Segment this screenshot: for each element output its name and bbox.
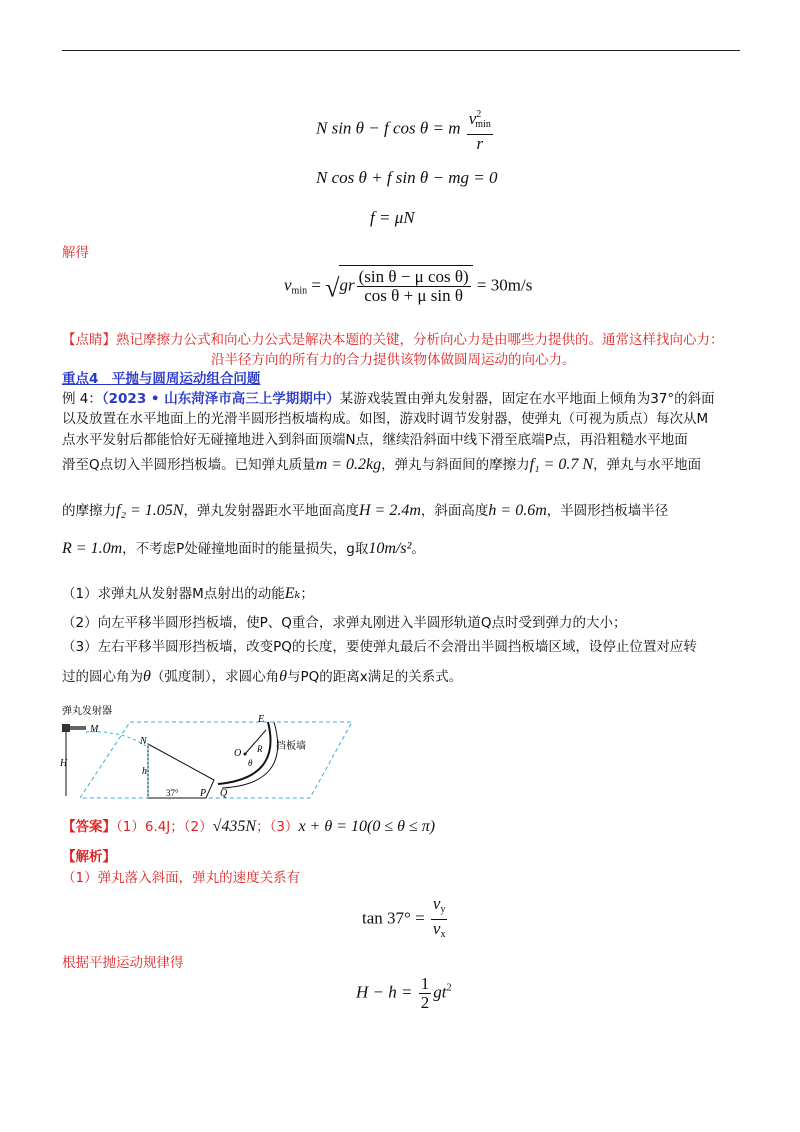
example-source: （2023 • 山东菏泽市高三上学期期中） — [101, 391, 340, 407]
figure-label-N: N — [140, 736, 147, 747]
example-line-2: 以及放置在水平地面上的光滑半圆形挡板墙构成。如图，游戏时调节发射器，使弹丸（可视为质点）每次从M — [62, 411, 709, 427]
answer-tag: 【答案】 — [62, 819, 116, 835]
figure-label-M: M — [90, 724, 99, 735]
figure-label-angle: 37° — [166, 788, 179, 798]
solve-label: 解得 — [62, 245, 89, 261]
equation-1-fraction: $\frac{v^2_{min}}{r}$ — [467, 106, 493, 153]
header-rule — [62, 50, 740, 51]
equation-1 — [316, 106, 495, 153]
launcher-diagram — [62, 704, 362, 804]
figure-label-H: H — [60, 758, 68, 769]
section-heading: 重点4 平抛与圆周运动组合问题 — [62, 371, 261, 387]
figure-label-theta: θ — [248, 758, 253, 768]
equation-3: f = μN — [370, 208, 415, 227]
tip-line-1: 【点睛】熟记摩擦力公式和向心力公式是解决本题的关键，分析向心力是由哪些力提供的。通常这样找向心力： — [62, 332, 724, 348]
analysis-tag: 【解析】 — [62, 849, 116, 865]
tip-line-2: 沿半径方向的所有力的合力提供该物体做圆周运动的向心力。 — [211, 352, 576, 368]
figure-label-P: P — [200, 788, 207, 799]
launcher-block — [62, 724, 70, 732]
example-line-5: 的摩擦力f₂ = 1.05N，弹丸发射器距水平地面高度H = 2.4m，斜面高度h = 0.6m，半圆形挡板墙半径 — [62, 502, 669, 519]
question-2: （2）向左平移半圆形挡板墙，使P、Q重合，求弹丸刚进入半圆形轨道Q点时受到弹力的大小； — [62, 615, 627, 631]
question-3-line-1: （3）左右平移半圆形挡板墙，改变PQ的长度，要使弹丸最后不会滑出半圆挡板墙区域，设停止位置对应转 — [62, 639, 697, 655]
figure-label-O: O — [234, 748, 242, 759]
analysis-line-2: 根据平抛运动规律得 — [62, 955, 184, 971]
equation-5: tan 37° = $\frac{v_y}{v_x}$ — [362, 894, 446, 940]
equation-4: $v_{min} = √gr$ $\frac{\text{(sin θ − μ cos θ)}}{\text{cos θ + μ sin θ}}$ = 30m/s — [284, 267, 533, 305]
launcher-barrel — [70, 726, 86, 730]
example-line-3: 点水平发射后都能恰好无碰撞地进入到斜面顶端N点，继续沿斜面中线下滑至底端P点，再沿粗糙水平地面 — [62, 432, 688, 448]
example-line-6: R = 1.0m，不考虑P处碰撞地面时的能量损失，g取10m/s²。 — [62, 540, 425, 557]
ground-plane — [80, 722, 352, 798]
question-3-line-2: 过的圆心角为θ（弧度制），求圆心角θ与PQ的距离x满足的关系式。 — [62, 668, 463, 685]
figure-label-E: E — [258, 714, 265, 725]
figure-label-R: R — [257, 744, 263, 754]
example-line-4: 滑至Q点切入半圆形挡板墙。已知弹丸质量m = 0.2kg，弹丸与斜面间的摩擦力f₁ = 0.7 N，弹丸与水平地面 — [62, 456, 702, 473]
radius-line — [245, 730, 266, 754]
figure-label-wall: 挡板墙 — [276, 741, 306, 752]
example-line-1: 例 4：（2023 • 山东菏泽市高三上学期期中）某游戏装置由弹丸发射器，固定在水平地面上倾角为37°的斜面 — [62, 391, 715, 407]
figure-label-h: h — [142, 766, 147, 777]
equation-2: N cos θ + f sin θ − mg = 0 — [316, 168, 498, 187]
tip-tag: 【点睛】 — [62, 332, 116, 348]
figure-label-Q: Q — [220, 788, 228, 799]
equation-1-lhs: N sin θ − f cos θ = m — [316, 118, 461, 138]
answer-line: 【答案】（1）6.4J；（2）√435N；（3）x + θ = 10(0 ≤ θ ≤ π) — [62, 818, 436, 835]
question-1: （1）求弹丸从发射器M点射出的动能Eₖ； — [62, 585, 314, 602]
figure-label-launcher: 弹丸发射器 — [62, 706, 112, 717]
equation-6: H − h = $\frac{1}{2}$ $gt^2$ — [356, 974, 452, 1012]
analysis-line-1: （1）弹丸落入斜面，弹丸的速度关系有 — [62, 870, 301, 886]
